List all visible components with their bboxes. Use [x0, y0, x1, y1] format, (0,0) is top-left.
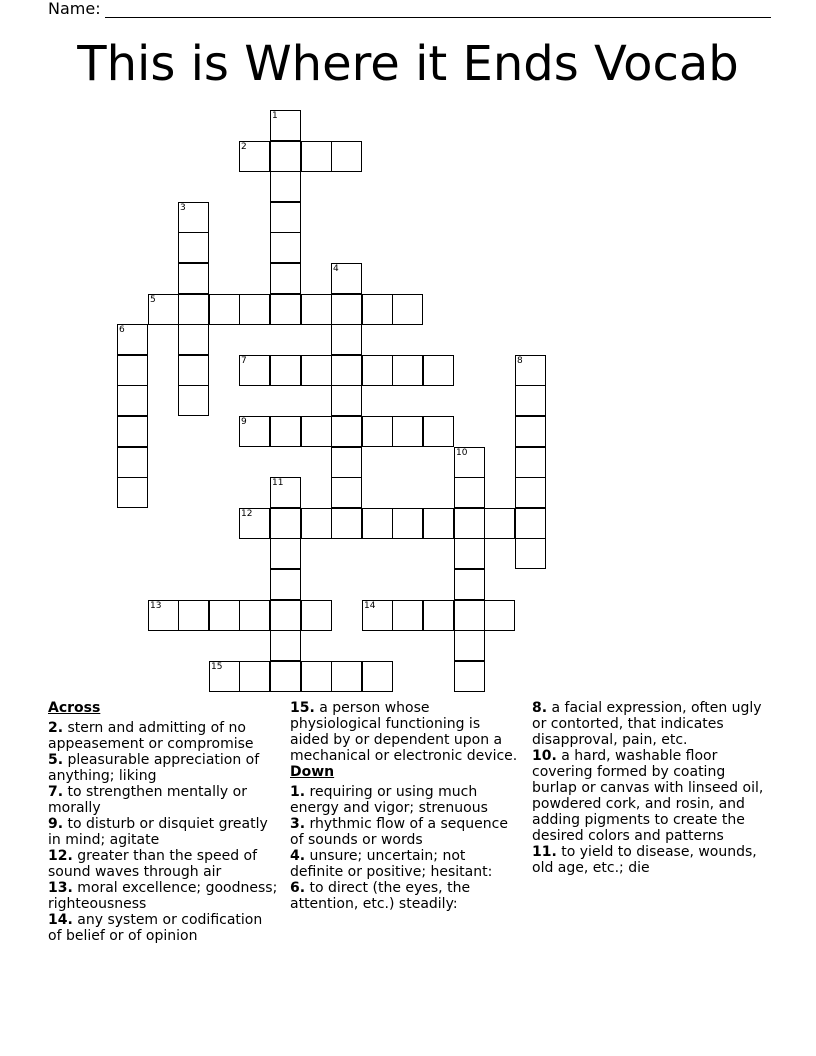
grid-cell[interactable] — [301, 508, 332, 539]
clue-number: 4 — [333, 264, 339, 274]
clue-number: 13 — [150, 601, 162, 611]
clue-text: stern and admitting of no appeasement or compromise — [48, 720, 254, 752]
grid-cell[interactable] — [209, 661, 240, 692]
grid-cell[interactable] — [423, 600, 454, 631]
grid-cell[interactable] — [270, 508, 301, 539]
grid-cell[interactable] — [331, 355, 362, 386]
clue-text: to direct (the eyes, the attention, etc.) steadily: — [290, 880, 471, 912]
across-clue — [48, 784, 280, 816]
clue-number-label: 1. — [290, 784, 306, 800]
grid-cell[interactable] — [301, 294, 332, 325]
across-clue — [48, 752, 280, 784]
grid-cell[interactable] — [362, 355, 393, 386]
grid-cell[interactable] — [515, 416, 546, 447]
across-clue — [48, 880, 280, 912]
grid-cell[interactable] — [301, 355, 332, 386]
grid-cell[interactable] — [454, 538, 485, 569]
grid-cell[interactable] — [117, 324, 148, 355]
grid-cell[interactable] — [454, 569, 485, 600]
grid-cell[interactable] — [392, 355, 423, 386]
clue-text: to disturb or disquiet greatly in mind; agitate — [48, 816, 268, 848]
grid-cell[interactable] — [454, 477, 485, 508]
clue-text: greater than the speed of sound waves through air — [48, 848, 258, 880]
down-clue — [290, 848, 522, 880]
grid-cell[interactable] — [484, 508, 515, 539]
grid-cell[interactable] — [178, 385, 209, 416]
clue-text: rhythmic flow of a sequence of sounds or words — [290, 816, 508, 848]
grid-cell[interactable] — [454, 661, 485, 692]
across-clue — [48, 816, 280, 848]
grid-cell[interactable] — [301, 416, 332, 447]
grid-cell[interactable] — [392, 294, 423, 325]
grid-cell[interactable] — [178, 324, 209, 355]
grid-cell[interactable] — [270, 538, 301, 569]
down-clue — [290, 784, 522, 816]
grid-cell[interactable] — [239, 600, 270, 631]
grid-cell[interactable] — [270, 110, 301, 141]
down-clue — [532, 700, 764, 748]
grid-cell[interactable] — [515, 447, 546, 478]
grid-cell[interactable] — [270, 171, 301, 202]
clue-number: 2 — [241, 142, 247, 152]
clue-number-label: 4. — [290, 848, 306, 864]
clue-number-label: 10. — [532, 748, 557, 764]
grid-cell[interactable] — [331, 661, 362, 692]
clue-number-label: 9. — [48, 816, 64, 832]
clue-text: any system or codification of belief or of opinion — [48, 912, 263, 944]
clue-text: a person whose physiological functioning is aided by or dependent upon a mechanical or electronic device. — [290, 700, 518, 764]
grid-cell[interactable] — [178, 232, 209, 263]
grid-cell[interactable] — [362, 661, 393, 692]
down-heading: Down — [290, 764, 335, 780]
grid-cell[interactable] — [484, 600, 515, 631]
clue-number: 12 — [241, 509, 253, 519]
grid-cell[interactable] — [178, 263, 209, 294]
across-clue — [48, 912, 280, 944]
clue-number: 7 — [241, 356, 247, 366]
clue-number: 15 — [211, 662, 223, 672]
across-clue — [290, 700, 522, 764]
grid-cell[interactable] — [331, 508, 362, 539]
down-clue-list — [290, 784, 522, 912]
grid-cell[interactable] — [331, 385, 362, 416]
grid-cell[interactable] — [454, 508, 485, 539]
clue-text: pleasurable appreciation of anything; liking — [48, 752, 260, 784]
grid-cell[interactable] — [331, 477, 362, 508]
grid-cell[interactable] — [454, 600, 485, 631]
grid-cell[interactable] — [270, 661, 301, 692]
grid-cell[interactable] — [117, 416, 148, 447]
grid-cell[interactable] — [423, 416, 454, 447]
clue-number-label: 8. — [532, 700, 548, 716]
grid-cell[interactable] — [331, 447, 362, 478]
clue-number: 9 — [241, 417, 247, 427]
grid-cell[interactable] — [331, 416, 362, 447]
clue-number-label: 7. — [48, 784, 64, 800]
grid-cell[interactable] — [270, 416, 301, 447]
across-clue-list-continued — [290, 700, 522, 764]
down-clue — [532, 748, 764, 844]
clues-column-1 — [48, 700, 280, 944]
grid-cell[interactable] — [301, 600, 332, 631]
grid-cell[interactable] — [178, 202, 209, 233]
grid-cell[interactable] — [239, 661, 270, 692]
grid-cell[interactable] — [270, 202, 301, 233]
grid-cell[interactable] — [362, 416, 393, 447]
grid-cell[interactable] — [178, 600, 209, 631]
across-clue — [48, 720, 280, 752]
clue-number: 11 — [272, 478, 284, 488]
clue-number-label: 12. — [48, 848, 73, 864]
grid-cell[interactable] — [454, 447, 485, 478]
grid-cell[interactable] — [270, 232, 301, 263]
grid-cell[interactable] — [270, 355, 301, 386]
clue-text: requiring or using much energy and vigor; strenuous — [290, 784, 488, 816]
grid-cell[interactable] — [117, 355, 148, 386]
grid-cell[interactable] — [515, 355, 546, 386]
grid-cell[interactable] — [515, 477, 546, 508]
grid-cell[interactable] — [239, 508, 270, 539]
grid-cell[interactable] — [270, 294, 301, 325]
grid-cell[interactable] — [239, 355, 270, 386]
grid-cell[interactable] — [515, 508, 546, 539]
grid-cell[interactable] — [423, 355, 454, 386]
across-heading: Across — [48, 700, 101, 716]
grid-cell[interactable] — [362, 294, 393, 325]
clues-column-2 — [290, 700, 522, 912]
clue-number: 8 — [517, 356, 523, 366]
grid-cell[interactable] — [392, 508, 423, 539]
grid-cell[interactable] — [392, 600, 423, 631]
grid-cell[interactable] — [270, 600, 301, 631]
grid-cell[interactable] — [209, 294, 240, 325]
grid-cell[interactable] — [515, 538, 546, 569]
name-label: Name: — [48, 0, 101, 18]
clue-number-label: 11. — [532, 844, 557, 860]
grid-cell[interactable] — [270, 630, 301, 661]
grid-cell[interactable] — [454, 630, 485, 661]
clue-number: 5 — [150, 295, 156, 305]
grid-cell[interactable] — [148, 600, 179, 631]
grid-cell[interactable] — [301, 141, 332, 172]
down-clue — [290, 880, 522, 912]
grid-cell[interactable] — [362, 508, 393, 539]
grid-cell[interactable] — [239, 416, 270, 447]
clue-text: unsure; uncertain; not definite or positive; hesitant: — [290, 848, 493, 880]
clue-number-label: 2. — [48, 720, 64, 736]
grid-cell[interactable] — [239, 294, 270, 325]
clue-number: 6 — [119, 325, 125, 335]
clue-number-label: 14. — [48, 912, 73, 928]
grid-cell[interactable] — [270, 569, 301, 600]
clue-number-label: 6. — [290, 880, 306, 896]
clue-number-label: 3. — [290, 816, 306, 832]
grid-cell[interactable] — [331, 324, 362, 355]
grid-cell[interactable] — [270, 477, 301, 508]
clue-text: a hard, washable floor covering formed by coating burlap or canvas with linseed oil, powdered cork, and rosin, and adding pigments to create the desired colors and patterns — [532, 748, 764, 844]
clue-number-label: 15. — [290, 700, 315, 716]
grid-cell[interactable] — [148, 294, 179, 325]
page-title: This is Where it Ends Vocab — [77, 36, 739, 92]
grid-cell[interactable] — [331, 263, 362, 294]
clue-text: moral excellence; goodness; righteousness — [48, 880, 278, 912]
clue-number: 1 — [272, 111, 278, 121]
grid-cell[interactable] — [239, 141, 270, 172]
grid-cell[interactable] — [392, 416, 423, 447]
clue-number: 10 — [456, 448, 468, 458]
grid-cell[interactable] — [270, 263, 301, 294]
grid-cell[interactable] — [178, 294, 209, 325]
down-clue — [290, 816, 522, 848]
clues-column-3 — [532, 700, 764, 876]
grid-cell[interactable] — [178, 355, 209, 386]
clue-number-label: 5. — [48, 752, 64, 768]
grid-cell[interactable] — [423, 508, 454, 539]
down-clue — [532, 844, 764, 876]
grid-cell[interactable] — [331, 294, 362, 325]
grid-cell[interactable] — [270, 141, 301, 172]
clue-number-label: 13. — [48, 880, 73, 896]
grid-cell[interactable] — [117, 477, 148, 508]
clue-text: to strengthen mentally or morally — [48, 784, 247, 816]
down-clue-list-continued — [532, 700, 764, 876]
grid-cell[interactable] — [117, 385, 148, 416]
clue-text: to yield to disease, wounds, old age, etc.; die — [532, 844, 757, 876]
grid-cell[interactable] — [331, 141, 362, 172]
clue-number: 14 — [364, 601, 376, 611]
grid-cell[interactable] — [209, 600, 240, 631]
grid-cell[interactable] — [117, 447, 148, 478]
grid-cell[interactable] — [515, 385, 546, 416]
clue-text: a facial expression, often ugly or contorted, that indicates disapproval, pain, etc. — [532, 700, 762, 748]
across-clue — [48, 848, 280, 880]
grid-cell[interactable] — [301, 661, 332, 692]
clue-number: 3 — [180, 203, 186, 213]
across-clue-list — [48, 720, 280, 944]
grid-cell[interactable] — [362, 600, 393, 631]
